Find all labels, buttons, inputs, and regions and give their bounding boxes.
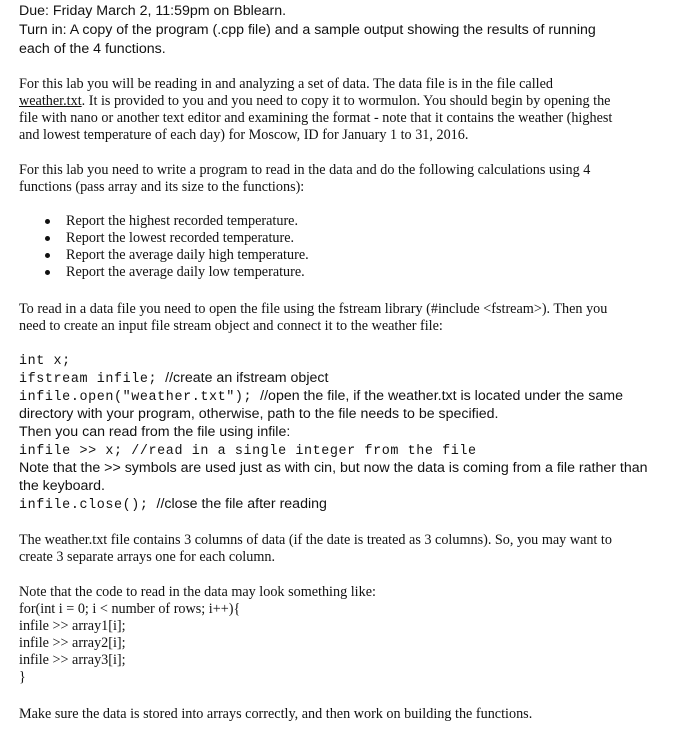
task-paragraph — [19, 162, 659, 196]
code-line-1: int x; — [19, 354, 71, 369]
list-item: Report the highest recorded temperature. — [19, 213, 659, 230]
task-line-1: For this lab you need to write a program to read in the data and do the following calculations using 4 — [19, 162, 591, 178]
intro-line-4: and lowest temperature of each day) for Moscow, ID for January 1 to 31, 2016. — [19, 127, 469, 143]
weather-file-link[interactable]: weather.txt — [19, 93, 82, 109]
code-comment-9: //close the file after reading — [156, 496, 327, 512]
sample-line-4: infile >> array2[i]; — [19, 635, 126, 651]
code-note-4: directory with your program, otherwise, path to the file needs to be specified. — [19, 406, 499, 422]
read-line-2: need to create an input file stream object and connect it to the weather file: — [19, 318, 443, 334]
sample-code-paragraph — [19, 584, 659, 686]
read-line-1: To read in a data file you need to open the file using the fstream library (#include <fstream>). Then you — [19, 301, 608, 317]
sample-line-6: } — [19, 669, 26, 685]
code-section — [19, 351, 659, 513]
closing-line: Make sure the data is stored into arrays correctly, and then work on building the functions. — [19, 706, 533, 722]
sample-line-2: for(int i = 0; i < number of rows; i++){ — [19, 601, 241, 617]
columns-line-1: The weather.txt file contains 3 columns of data (if the date is treated as 3 columns). So, you may want to — [19, 532, 612, 548]
code-line-9: infile.close(); — [19, 498, 149, 513]
sample-line-5: infile >> array3[i]; — [19, 652, 126, 668]
header — [19, 2, 659, 59]
columns-paragraph — [19, 532, 659, 566]
intro-line-2 — [19, 93, 659, 110]
code-note-8: the keyboard. — [19, 478, 105, 494]
turn-in-line-1: Turn in: A copy of the program (.cpp file) and a sample output showing the results of running — [19, 22, 596, 38]
columns-line-2: create 3 separate arrays one for each column. — [19, 549, 276, 565]
code-note-7: Note that the >> symbols are used just as with cin, but now the data is coming from a file rather than — [19, 460, 648, 476]
code-comment-3: //open the file, if the weather.txt is located under the same — [260, 388, 623, 404]
sample-line-1: Note that the code to read in the data may look something like: — [19, 584, 376, 600]
intro-line-1: For this lab you will be reading in and analyzing a set of data. The data file is in the file called — [19, 76, 553, 92]
sample-line-3: infile >> array1[i]; — [19, 618, 126, 634]
list-item: Report the average daily low temperature. — [19, 264, 659, 281]
list-item: Report the lowest recorded temperature. — [19, 230, 659, 247]
intro-line-2-text: . It is provided to you and you need to copy it to wormulon. You should begin by opening the — [81, 93, 611, 109]
code-line-3: infile.open("weather.txt"); — [19, 390, 253, 405]
code-note-5: Then you can read from the file using infile: — [19, 424, 291, 440]
code-line-6: infile >> x; //read in a single integer from the file — [19, 444, 477, 459]
read-paragraph — [19, 301, 659, 335]
code-line-2: ifstream infile; — [19, 372, 158, 387]
intro-line-3: file with nano or another text editor and examining the format - note that it contains the weather (highest — [19, 110, 613, 126]
turn-in-line-2: each of the 4 functions. — [19, 41, 166, 57]
intro-paragraph — [19, 76, 659, 144]
requirements-list — [19, 213, 659, 281]
due-date: Due: Friday March 2, 11:59pm on Bblearn. — [19, 3, 287, 19]
list-item: Report the average daily high temperature. — [19, 247, 659, 264]
code-comment-2: //create an ifstream object — [165, 370, 329, 386]
task-line-2: functions (pass array and its size to the functions): — [19, 179, 305, 195]
